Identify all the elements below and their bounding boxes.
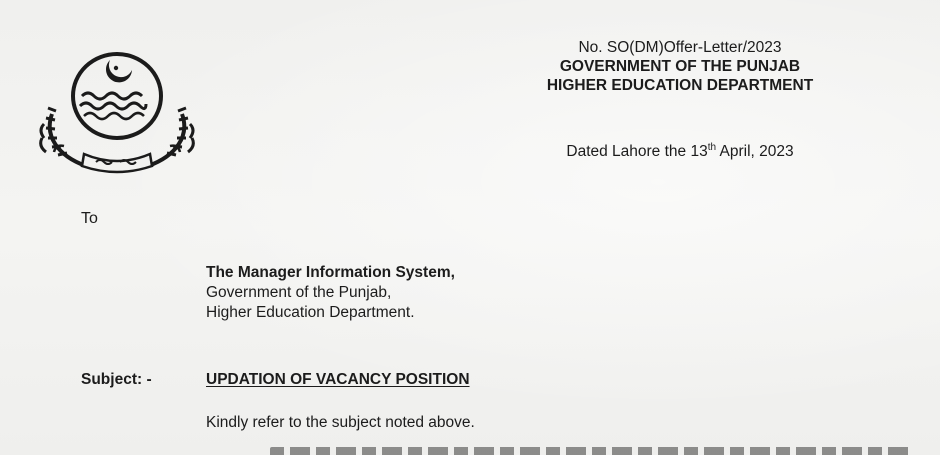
to-label: To [81,210,98,227]
government-title: GOVERNMENT OF THE PUNJAB [559,58,801,75]
addressee-line-1: Government of the Punjab, [206,284,392,301]
department-title: HIGHER EDUCATION DEPARTMENT [546,77,814,94]
date-ordinal-suffix: th [707,142,717,153]
letter-header [470,38,890,95]
body-line-1: Kindly refer to the subject noted above. [206,414,475,431]
subject-label: Subject: - [81,371,152,388]
date-rest: April, 2023 [716,143,794,161]
letter-date [470,142,890,161]
punjab-government-emblem-icon [34,36,200,174]
date-prefix: Dated Lahore the 13 [566,143,708,161]
addressee-block [206,263,455,323]
addressee-name: The Manager Information System, [206,264,455,281]
truncated-text-line [270,447,910,455]
addressee-line-2: Higher Education Department. [206,304,415,321]
reference-number: No. SO(DM)Offer-Letter/2023 [578,39,782,56]
subject-text: UPDATION OF VACANCY POSITION [206,371,470,388]
